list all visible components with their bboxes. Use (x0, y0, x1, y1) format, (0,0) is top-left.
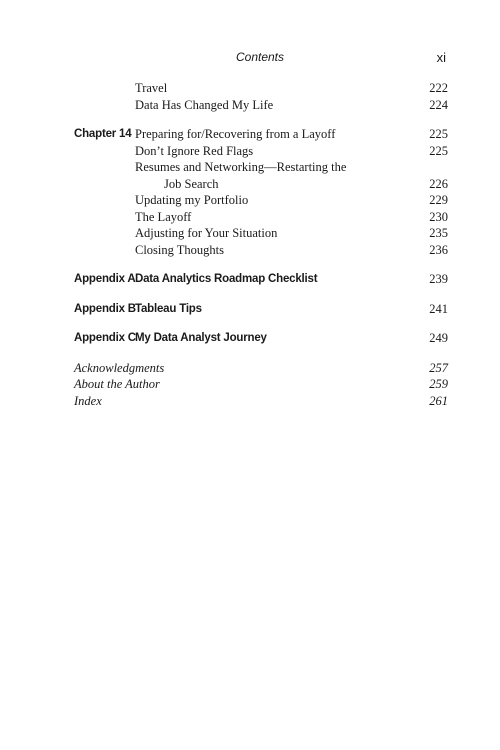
toc-entry-page: 225 (429, 143, 448, 158)
appendix-page: 249 (429, 331, 448, 345)
backmatter-title: About the Author (74, 377, 160, 391)
toc-entry-page: 229 (429, 193, 448, 207)
toc-appendix-a[interactable] (74, 271, 448, 288)
toc-entry-portfolio[interactable] (74, 192, 448, 209)
toc-entry-title: Closing Thoughts (135, 242, 225, 257)
toc-entry-page: 230 (429, 209, 448, 224)
toc-entry-travel[interactable] (74, 80, 448, 97)
appendix-label: Appendix A (74, 273, 136, 285)
toc-entry-adjusting[interactable] (74, 225, 448, 242)
appendix-title: My Data Analyst Journey (135, 332, 267, 344)
backmatter-title: Acknowledgments (74, 360, 165, 375)
toc-acknowledgments[interactable] (74, 360, 448, 377)
toc-entry-resumes-networking-cont[interactable] (74, 176, 448, 193)
toc-about-the-author[interactable] (74, 376, 448, 393)
toc-entry-title: Data Has Changed My Life (135, 97, 274, 112)
toc-entry-page: 235 (429, 226, 448, 240)
toc-appendix-b[interactable] (74, 301, 448, 318)
appendix-title: Data Analytics Roadmap Checklist (135, 273, 318, 285)
toc-entry-page: 222 (429, 81, 448, 95)
toc-entry-red-flags[interactable] (74, 143, 448, 160)
toc-entry-resumes-networking[interactable] (74, 159, 448, 176)
toc-entry-title-continuation: Job Search (164, 176, 219, 191)
appendix-page: 241 (429, 301, 448, 316)
toc-index[interactable] (74, 393, 448, 410)
toc-entry-title: Resumes and Networking—Restarting the (135, 160, 347, 174)
toc-entry-closing-thoughts[interactable] (74, 242, 448, 259)
toc-entry-title: Adjusting for Your Situation (135, 226, 278, 240)
appendix-label: Appendix B (74, 302, 136, 315)
backmatter-page: 259 (429, 377, 448, 391)
chapter-page: 225 (429, 127, 448, 141)
appendix-page: 239 (429, 272, 448, 286)
toc-entry-the-layoff[interactable] (74, 209, 448, 226)
toc-appendix-c[interactable] (74, 330, 448, 347)
toc-entry-page: 224 (429, 97, 448, 112)
running-header (74, 50, 446, 66)
toc-entry-title: Travel (135, 81, 168, 95)
running-header-title: Contents (235, 50, 285, 64)
appendix-title: Tableau Tips (135, 302, 202, 315)
toc-entry-page: 226 (429, 176, 448, 191)
chapter-title: Preparing for/Recovering from a Layoff (135, 127, 336, 141)
table-of-contents (74, 80, 448, 409)
toc-chapter-14[interactable] (74, 126, 448, 143)
toc-entry-title: The Layoff (135, 209, 192, 224)
backmatter-title: Index (74, 393, 102, 408)
chapter-label: Chapter 14 (74, 128, 132, 140)
toc-entry-data-changed-my-life[interactable] (74, 97, 448, 114)
backmatter-page: 261 (429, 393, 448, 408)
toc-entry-page: 236 (429, 242, 448, 257)
toc-entry-title: Don’t Ignore Red Flags (135, 143, 254, 158)
backmatter-page: 257 (429, 360, 448, 375)
page-number: xi (436, 50, 446, 65)
appendix-label: Appendix C (74, 332, 136, 344)
toc-entry-title: Updating my Portfolio (135, 193, 249, 207)
